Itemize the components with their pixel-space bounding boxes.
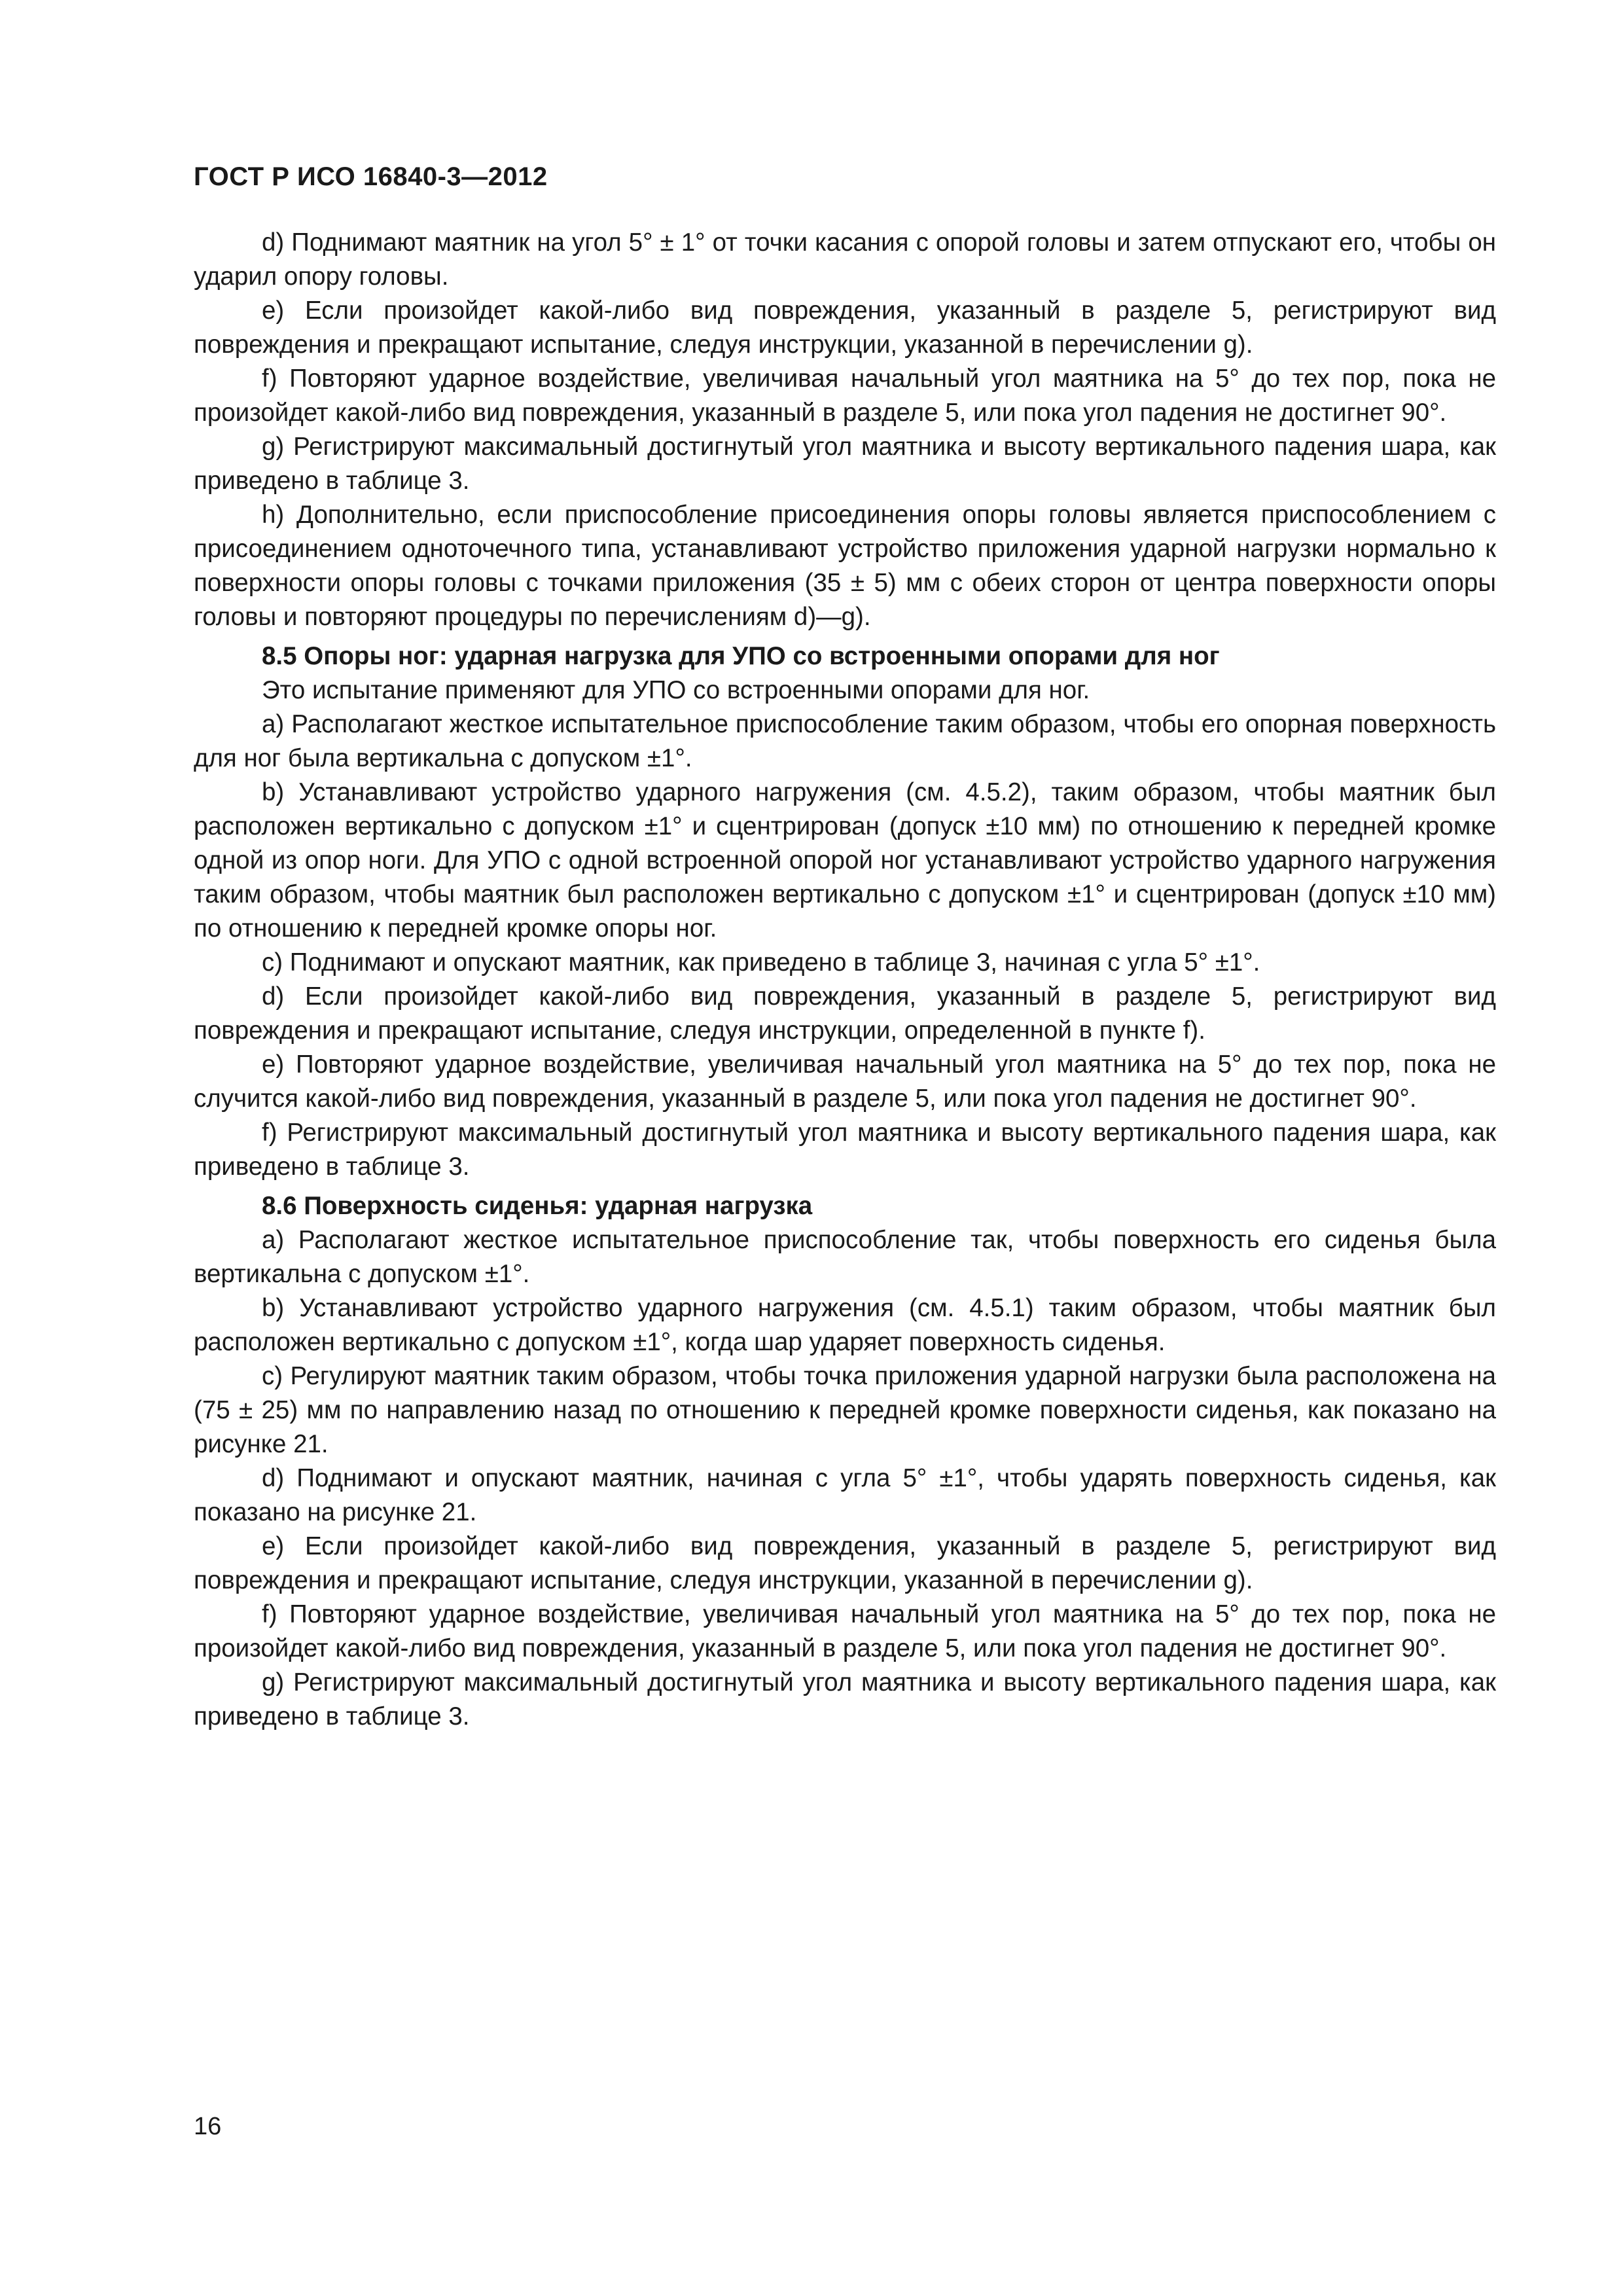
section-8-5-item-f: f) Регистрируют максимальный достигнутый угол маятника и высоту вертикального падения шара, как приведено в таблице 3. xyxy=(194,1119,1496,1181)
paragraph-item-h: h) Дополнительно, если приспособление присоединения опоры головы является приспособлением с присоединением одноточечного типа, устанавливают устройство приложения ударной нагрузки нормально к поверхности опоры головы с точками приложения (35 ± 5) мм с обеих сторон от центра поверхности опоры головы и повторяют процедуры по перечислениям d)—g). xyxy=(194,501,1496,631)
section-8-6-item-b: b) Устанавливают устройство ударного нагружения (см. 4.5.1) таким образом, чтобы маятник был расположен вертикально с допуском ±1°, когда шар ударяет поверхность сиденья. xyxy=(194,1294,1496,1356)
section-8-6-item-d: d) Поднимают и опускают маятник, начиная с угла 5° ±1°, чтобы ударять поверхность сиденья, как показано на рисунке 21. xyxy=(194,1464,1496,1526)
section-8-5-item-c: c) Поднимают и опускают маятник, как приведено в таблице 3, начиная с угла 5° ±1°. xyxy=(262,948,1260,977)
section-8-6-item-e: e) Если произойдет какой-либо вид повреждения, указанный в разделе 5, регистрируют вид повреждения и прекращают испытание, следуя инструкции, указанной в перечислении g). xyxy=(194,1532,1496,1594)
section-8-5-intro: Это испытание применяют для УПО со встроенными опорами для ног. xyxy=(262,676,1090,704)
section-8-6-item-c: c) Регулируют маятник таким образом, чтобы точка приложения ударной нагрузки была расположена на (75 ± 25) мм по направлению назад по отношению к передней кромке поверхности сиденья, как показано на рисунке 21. xyxy=(194,1362,1496,1458)
section-8-5-item-e: e) Повторяют ударное воздействие, увеличивая начальный угол маятника на 5° до тех пор, пока не случится какой-либо вид повреждения, указанный в разделе 5, или пока угол падения не достигнет 90°. xyxy=(194,1050,1496,1113)
section-8-6-item-a: a) Располагают жесткое испытательное приспособление так, чтобы поверхность его сиденья была вертикальна с допуском ±1°. xyxy=(194,1226,1496,1288)
paragraph-item-d: d) Поднимают маятник на угол 5° ± 1° от точки касания с опорой головы и затем отпускают его, чтобы он ударил опору головы. xyxy=(194,228,1496,291)
paragraph-item-f: f) Повторяют ударное воздействие, увеличивая начальный угол маятника на 5° до тех пор, пока не произойдет какой-либо вид повреждения, указанный в разделе 5, или пока угол падения не достигнет 90°. xyxy=(194,365,1496,427)
paragraph-item-e: e) Если произойдет какой-либо вид повреждения, указанный в разделе 5, регистрируют вид повреждения и прекращают испытание, следуя инструкции, указанной в перечислении g). xyxy=(194,296,1496,359)
section-8-6-item-g: g) Регистрируют максимальный достигнутый угол маятника и высоту вертикального падения шара, как приведено в таблице 3. xyxy=(194,1668,1496,1731)
section-8-6-item-f: f) Повторяют ударное воздействие, увеличивая начальный угол маятника на 5° до тех пор, пока не произойдет какой-либо вид повреждения, указанный в разделе 5, или пока угол падения не достигнет 90°. xyxy=(194,1600,1496,1662)
paragraph-item-g: g) Регистрируют максимальный достигнутый угол маятника и высоту вертикального падения шара, как приведено в таблице 3. xyxy=(194,433,1496,495)
section-heading-8-6: 8.6 Поверхность сиденья: ударная нагрузка xyxy=(262,1192,813,1220)
section-8-5-item-d: d) Если произойдет какой-либо вид повреждения, указанный в разделе 5, регистрируют вид повреждения и прекращают испытание, следуя инструкции, определенной в пункте f). xyxy=(194,982,1496,1045)
document-body xyxy=(194,226,1496,1734)
section-8-5-item-b: b) Устанавливают устройство ударного нагружения (см. 4.5.2), таким образом, чтобы маятник был расположен вертикально с допуском ±1° и сцентрирован (допуск ±10 мм) по отношению к передней кромке одной из опор ноги. Для УПО с одной встроенной опорой ног устанавливают устройство ударного нагружения таким образом, чтобы маятник был расположен вертикально с допуском ±1° и сцентрирован (допуск ±10 мм) по отношению к передней кромке опоры ног. xyxy=(194,778,1496,942)
section-heading-8-5: 8.5 Опоры ног: ударная нагрузка для УПО со встроенными опорами для ног xyxy=(262,642,1220,670)
document-header: ГОСТ Р ИСО 16840-3—2012 xyxy=(194,162,548,191)
section-8-5-item-a: a) Располагают жесткое испытательное приспособление таким образом, чтобы его опорная поверхность для ног была вертикальна с допуском ±1°. xyxy=(194,710,1496,772)
page-number: 16 xyxy=(194,2113,222,2140)
